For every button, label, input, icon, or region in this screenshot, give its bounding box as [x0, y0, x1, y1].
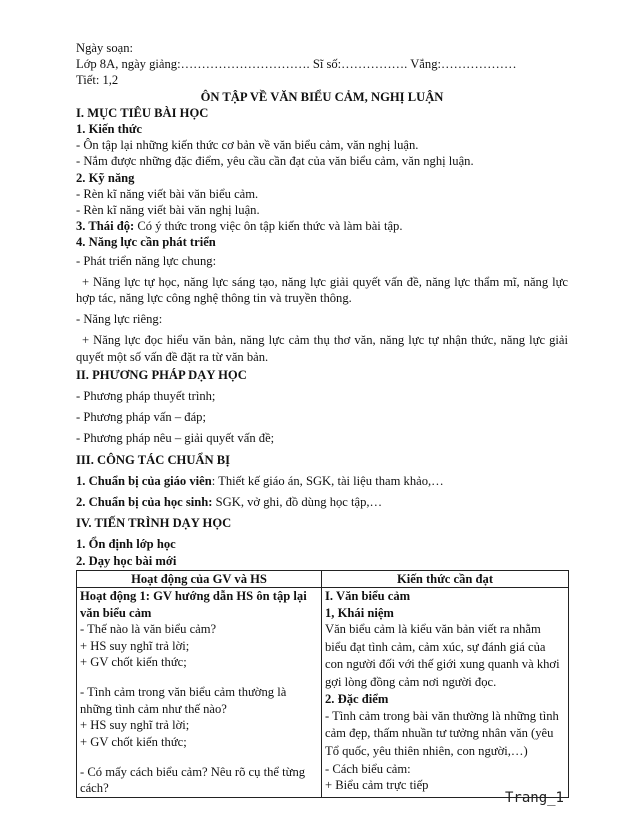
teacher-prep-line — [76, 473, 568, 489]
section-4-heading: IV. TIẾN TRÌNH DẠY HỌC — [76, 516, 232, 531]
attitude-label: 3. Thái độ: — [76, 219, 135, 234]
specific-competency-text: + Năng lực đọc hiểu văn bản, năng lực cảm thụ thơ văn, năng lực tự nhận thức, năng lực giải quyết một số vấn đề đặt ra từ văn bản. — [76, 333, 568, 364]
definition-text: Văn biểu cảm là kiểu văn bản viết ra nhằm biểu đạt tình cảm, cảm xúc, sự đánh giá của con người đối với thế giới xung quanh và khơi gợi lòng đồng cảm nơi người đọc. — [325, 622, 560, 689]
method-item: - Phương pháp thuyết trình; — [76, 389, 216, 404]
attitude-text: Có ý thức trong việc ôn tập kiến thức và làm bài tập. — [134, 219, 403, 234]
method-item: - Phương pháp nêu – giải quyết vấn đề; — [76, 431, 275, 446]
section-3-heading: III. CÔNG TÁC CHUẨN BỊ — [76, 452, 231, 467]
activity-cell — [77, 588, 322, 797]
response-item: + HS suy nghĩ trả lời; — [80, 718, 190, 733]
skills-item: - Rèn kĩ năng viết bài văn nghị luận. — [76, 203, 260, 218]
knowledge-section-heading: I. Văn biểu cảm — [325, 589, 411, 604]
question-item: - Có mấy cách biểu cảm? Nêu rõ cụ thể từng cách? — [80, 764, 306, 796]
competency-heading: 4. Năng lực cần phát triển — [76, 235, 216, 250]
features-text: - Tình cảm trong bài văn thường là những tình cảm đẹp, thấm nhuần tư tưởng nhân văn (yêu Tổ quốc, yêu thiên nhiên, con người,…) — [325, 708, 559, 759]
attitude-line — [76, 218, 568, 234]
specific-competency-label: - Năng lực riêng: — [76, 312, 163, 327]
response-item: + GV chốt kiến thức; — [80, 734, 187, 749]
response-item: + GV chốt kiến thức; — [80, 654, 187, 669]
col-header-activity: Hoạt động của GV và HS — [77, 570, 322, 587]
features-heading: 2. Đặc điểm — [325, 692, 389, 707]
page-number: Trang_1 — [504, 790, 564, 806]
table-header-row — [77, 570, 569, 587]
skills-item: - Rèn kĩ năng viết bài văn biểu cảm. — [76, 186, 259, 201]
activity-title: Hoạt động 1: GV hướng dẫn HS ôn tập lại văn biểu cảm — [80, 589, 307, 620]
section-1-heading: I. MỤC TIÊU BÀI HỌC — [76, 105, 209, 120]
knowledge-item: - Ôn tập lại những kiến thức cơ bản về văn biểu cảm, văn nghị luận. — [76, 138, 419, 153]
general-competency-text: + Năng lực tự học, năng lực sáng tạo, năng lực giải quyết vấn đề, năng lực thẩm mĩ, năng lực hợp tác, năng lực công nghệ thông tin và truyền thông. — [76, 274, 568, 306]
general-competency-label: - Phát triển năng lực chung: — [76, 253, 217, 268]
col-header-knowledge: Kiến thức cần đạt — [322, 570, 569, 587]
method-item: - Phương pháp vấn – đáp; — [76, 410, 206, 425]
knowledge-item: - Nắm được những đặc điểm, yêu cầu cần đạt của văn biểu cảm, văn nghị luận. — [76, 154, 474, 169]
ngay-soan: Ngày soạn: — [76, 41, 134, 55]
methods-label: - Cách biểu cảm: — [325, 761, 411, 776]
lesson-title: ÔN TẬP VỀ VĂN BIỂU CẢM, NGHỊ LUẬN — [200, 89, 444, 104]
class-stabilize-heading: 1. Ổn định lớp học — [76, 537, 176, 552]
student-prep-label: 2. Chuẩn bị của học sinh: — [76, 495, 213, 510]
student-prep-line — [76, 494, 568, 510]
skills-heading: 2. Kỹ năng — [76, 170, 135, 185]
lesson-period: Tiết: 1,2 — [76, 73, 119, 88]
spacer — [80, 750, 318, 764]
lesson-table — [76, 570, 569, 798]
definition-heading: 1, Khái niệm — [325, 605, 394, 620]
question-item: - Tình cảm trong văn biểu cảm thường là những tình cảm như thế nào? — [80, 685, 287, 716]
knowledge-heading: 1. Kiến thức — [76, 122, 142, 137]
method-direct: + Biểu cảm trực tiếp — [325, 778, 429, 793]
response-item: + HS suy nghĩ trả lời; — [80, 638, 190, 653]
class-info-line: Lớp 8A, ngày giảng:…………………………. Sĩ số:……………. Vắng:……………… — [76, 57, 517, 72]
document-page — [76, 40, 568, 798]
knowledge-cell — [322, 588, 569, 797]
section-2-heading: II. PHƯƠNG PHÁP DẠY HỌC — [76, 367, 247, 382]
teacher-prep-text: : Thiết kế giáo án, SGK, tài liệu tham khảo,… — [211, 473, 444, 488]
teacher-prep-label: 1. Chuẩn bị của giáo viên — [76, 473, 212, 488]
student-prep-text: SGK, vở ghi, đồ dùng học tập,… — [212, 495, 383, 510]
question-item: - Thế nào là văn biểu cảm? — [80, 622, 217, 637]
table-row — [77, 588, 569, 797]
spacer — [80, 670, 318, 684]
new-lesson-heading: 2. Dạy học bài mới — [76, 553, 177, 568]
